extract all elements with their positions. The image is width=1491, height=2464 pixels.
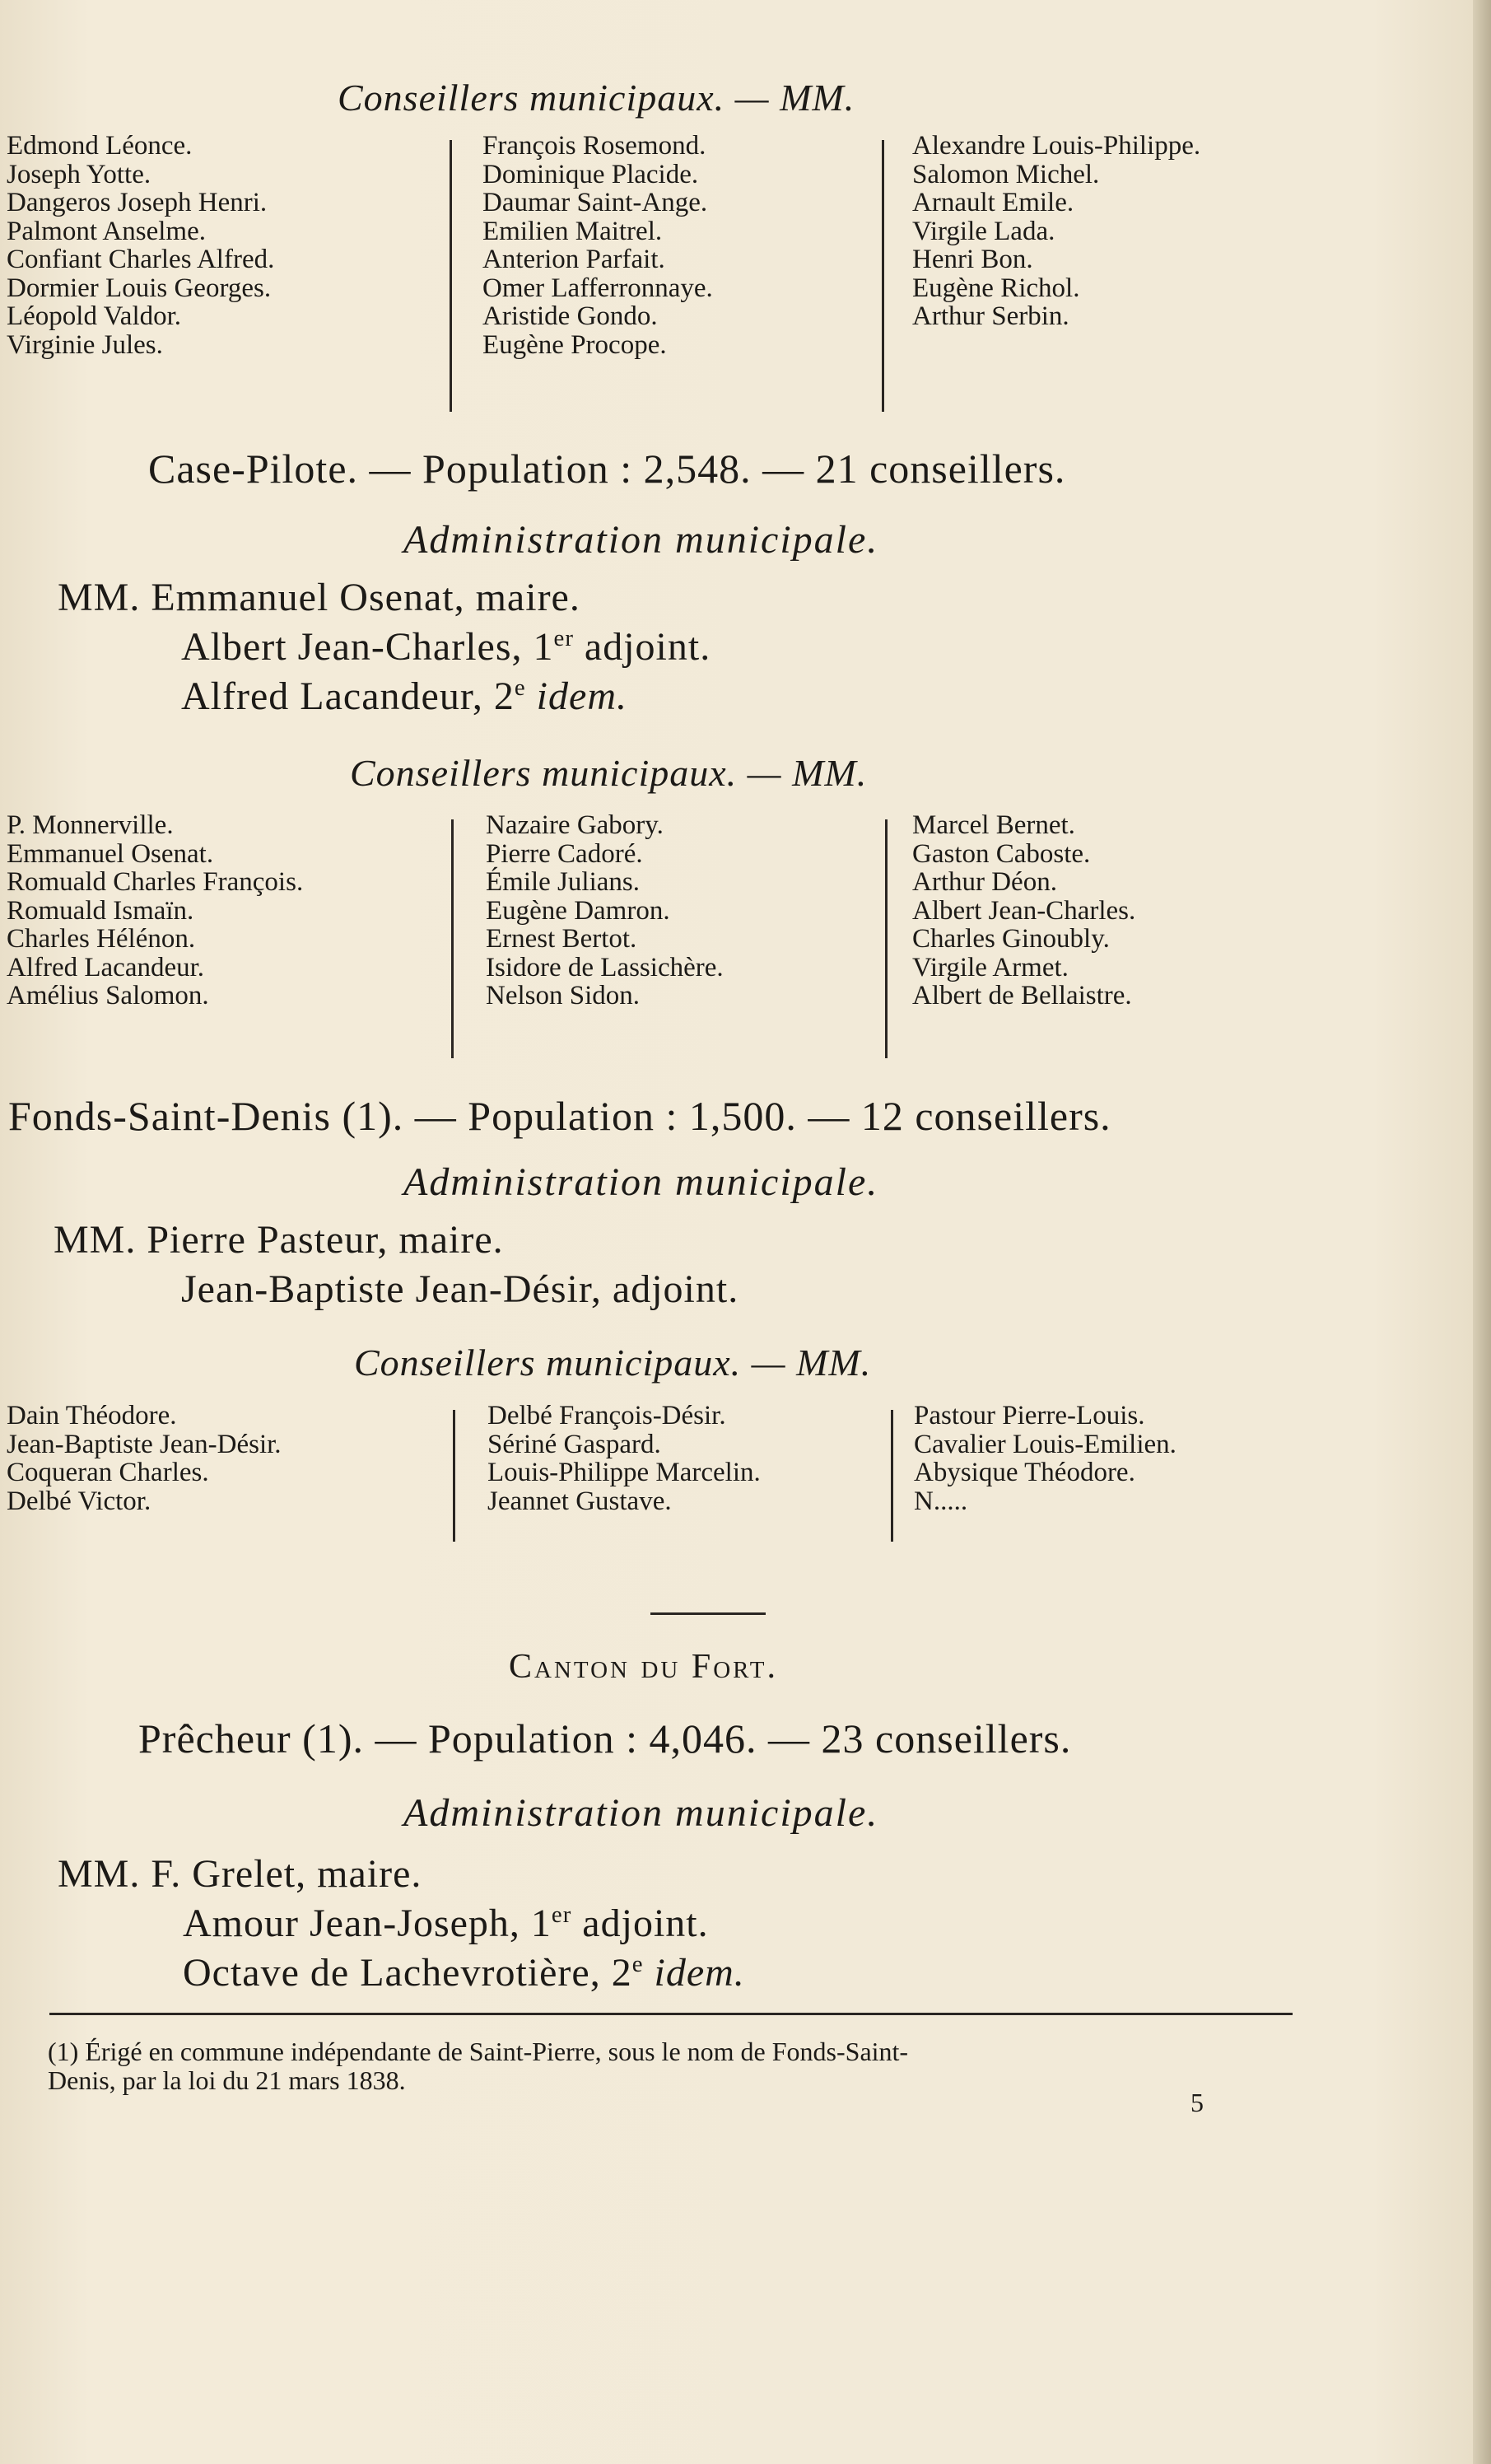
list-item: P. Monnerville.	[7, 810, 174, 840]
list-item: Louis-Philippe Marcelin.	[487, 1458, 761, 1487]
list-item: Coqueran Charles.	[7, 1458, 209, 1487]
list-item: Emilien Maitrel.	[482, 216, 663, 246]
list-item: Dominique Placide.	[482, 159, 699, 189]
canton-heading: Canton du Fort.	[509, 1648, 778, 1686]
admin-heading-2: Administration municipale.	[403, 518, 879, 562]
councillors-list-2-col3	[912, 811, 1135, 1010]
section-separator	[650, 1612, 766, 1615]
list-item: Arnault Emile.	[912, 188, 1074, 217]
column-divider	[891, 1410, 893, 1542]
list-item: Jean-Baptiste Jean-Désir.	[7, 1429, 282, 1459]
mayor-line-3: MM. Pierre Pasteur, maire.	[54, 1218, 504, 1262]
list-item: Delbé François-Désir.	[487, 1401, 726, 1430]
list-item: Salomon Michel.	[912, 159, 1100, 189]
list-item: Albert de Bellaistre.	[912, 981, 1132, 1010]
list-item: Pierre Cadoré.	[486, 838, 643, 869]
page-spine-shadow	[1473, 0, 1491, 2464]
list-item: Léopold Valdor.	[7, 301, 182, 331]
list-item: Émile Julians.	[486, 867, 640, 897]
list-item: Abysique Théodore.	[914, 1458, 1135, 1487]
councillors-heading-1: Conseillers municipaux. — MM.	[338, 77, 855, 119]
councillors-list-2-col1	[7, 811, 303, 1010]
adjoint-line-3: Jean-Baptiste Jean-Désir, adjoint.	[181, 1267, 739, 1311]
list-item: Cavalier Louis-Emilien.	[914, 1429, 1176, 1459]
councillors-list-1-col2	[482, 132, 713, 359]
list-item: Alexandre Louis-Philippe.	[912, 131, 1201, 161]
councillors-list-3-col1	[7, 1402, 282, 1515]
list-item: Eugène Damron.	[486, 895, 670, 926]
list-item: Daumar Saint-Ange.	[482, 188, 708, 217]
list-item: Amélius Salomon.	[7, 981, 209, 1010]
list-item: Isidore de Lassichère.	[486, 952, 724, 982]
councillors-heading-3: Conseillers municipaux. — MM.	[354, 1342, 872, 1384]
list-item: Aristide Gondo.	[482, 301, 658, 331]
list-item: Joseph Yotte.	[7, 159, 151, 189]
list-item: Edmond Léonce.	[7, 131, 193, 161]
signature-mark: 5	[1190, 2088, 1204, 2117]
adjoint-line-2a: Albert Jean-Charles, 1er adjoint.	[181, 625, 711, 669]
list-item: Romuald Ismaïn.	[7, 895, 194, 926]
list-item: Gaston Caboste.	[912, 838, 1091, 869]
mayor-line-4: MM. F. Grelet, maire.	[58, 1852, 422, 1896]
list-item: Eugène Richol.	[912, 273, 1080, 303]
councillors-heading-2: Conseillers municipaux. — MM.	[350, 752, 868, 794]
footnote-line-1: (1) Érigé en commune indépendante de Saint-Pierre, sous le nom de Fonds-Saint-	[48, 2037, 909, 2066]
list-item: Jeannet Gustave.	[487, 1486, 672, 1516]
councillors-list-2-col2	[486, 811, 724, 1010]
column-divider	[450, 140, 452, 412]
list-item: Charles Hélénon.	[7, 924, 196, 954]
list-item: Dain Théodore.	[7, 1401, 177, 1430]
column-divider	[451, 819, 454, 1058]
list-item: Romuald Charles François.	[7, 867, 304, 897]
list-item: Marcel Bernet.	[912, 810, 1075, 840]
list-item: Nelson Sidon.	[486, 981, 641, 1010]
column-divider	[453, 1410, 455, 1542]
list-item: Ernest Bertot.	[486, 924, 637, 954]
list-item: Alfred Lacandeur.	[7, 952, 205, 982]
councillors-list-3-col3	[914, 1402, 1176, 1515]
commune-heading-fonds-saint-denis: Fonds-Saint-Denis (1). — Population : 1,500. — 12 conseillers.	[8, 1093, 1111, 1139]
list-item: Eugène Procope.	[482, 329, 667, 360]
list-item: Nazaire Gabory.	[486, 810, 664, 840]
list-item: Palmont Anselme.	[7, 216, 206, 246]
list-item: Dormier Louis Georges.	[7, 273, 272, 303]
list-item: Anterion Parfait.	[482, 245, 665, 274]
list-item: Emmanuel Osenat.	[7, 838, 214, 869]
commune-heading-case-pilote: Case-Pilote. — Population : 2,548. — 21 conseillers.	[148, 446, 1066, 492]
list-item: Confiant Charles Alfred.	[7, 245, 275, 274]
commune-heading-precheur: Prêcheur (1). — Population : 4,046. — 23 conseillers.	[138, 1715, 1072, 1762]
list-item: Virginie Jules.	[7, 329, 163, 360]
footnote-line-2: Denis, par la loi du 21 mars 1838.	[48, 2065, 406, 2095]
column-divider	[882, 140, 884, 412]
list-item: Henri Bon.	[912, 245, 1033, 274]
admin-heading-4: Administration municipale.	[403, 1791, 879, 1835]
councillors-list-1-col1	[7, 132, 274, 359]
list-item: Dangeros Joseph Henri.	[7, 188, 268, 217]
list-item: Albert Jean-Charles.	[912, 895, 1136, 926]
column-divider	[885, 819, 888, 1058]
footnote-rule	[49, 2013, 1293, 2015]
councillors-list-3-col2	[487, 1402, 761, 1515]
list-item: Omer Lafferronnaye.	[482, 273, 713, 303]
list-item: Arthur Déon.	[912, 867, 1057, 897]
list-item: Delbé Victor.	[7, 1486, 151, 1516]
mayor-line-2: MM. Emmanuel Osenat, maire.	[58, 576, 580, 619]
councillors-list-1-col3	[912, 132, 1200, 331]
list-item: François Rosemond.	[482, 131, 706, 161]
list-item: Virgile Lada.	[912, 216, 1055, 246]
list-item: Sériné Gaspard.	[487, 1429, 661, 1459]
list-item: Arthur Serbin.	[912, 301, 1069, 331]
list-item: Charles Ginoubly.	[912, 924, 1110, 954]
admin-heading-3: Administration municipale.	[403, 1160, 879, 1204]
list-item: N.....	[914, 1486, 968, 1516]
list-item: Pastour Pierre-Louis.	[914, 1401, 1145, 1430]
adjoint-line-4b: Octave de Lachevrotière, 2e idem.	[183, 1951, 745, 1995]
list-item: Virgile Armet.	[912, 952, 1069, 982]
adjoint-line-4a: Amour Jean-Joseph, 1er adjoint.	[183, 1902, 709, 1945]
adjoint-line-2b: Alfred Lacandeur, 2e idem.	[181, 674, 627, 718]
